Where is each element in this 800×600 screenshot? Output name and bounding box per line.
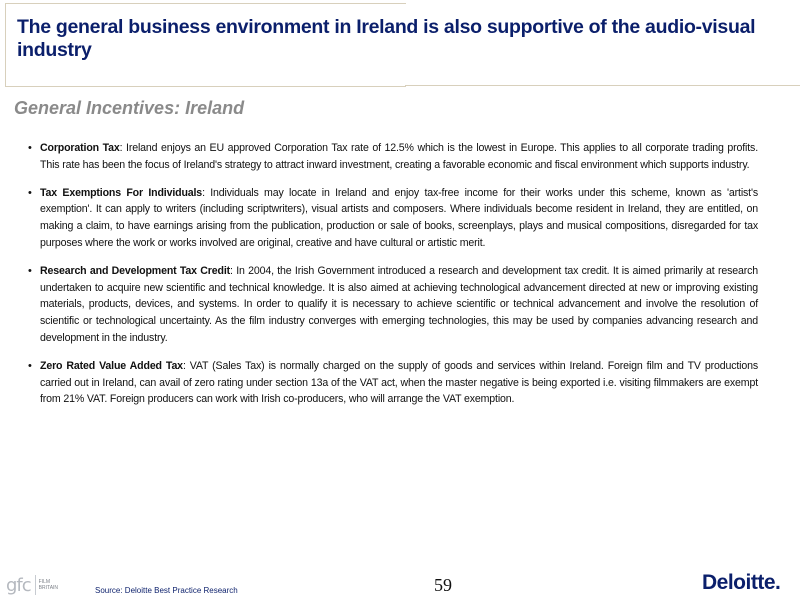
page-title: The general business environment in Ireland is also supportive of the audio-visual industry <box>17 16 756 61</box>
list-item <box>28 263 758 347</box>
deloitte-logo-dot: . <box>775 571 781 594</box>
bullet-term: Tax Exemptions For Individuals <box>40 186 203 199</box>
source-note: Source: Deloitte Best Practice Research <box>95 586 238 595</box>
bullet-icon: • <box>28 186 32 199</box>
bullet-term: Corporation Tax <box>40 142 120 154</box>
bullet-icon: • <box>28 359 32 372</box>
bullet-icon: • <box>28 264 32 277</box>
deloitte-logo <box>702 571 780 595</box>
list-item <box>28 140 758 174</box>
gfc-logo <box>6 574 58 596</box>
bullet-term: Zero Rated Value Added Tax <box>40 359 183 372</box>
bullet-text: : In 2004, the Irish Government introduced a research and development tax credit. It is aimed primarily at research undertaken to acquire new scientific and technical knowledge. It is also aimed at achieving technological advancement directed at new or improving existing materials, products, devices, and systems. In order to qualify it is necessary to achieve scientific or technical advancement and involve the resolution of scientific or technological uncertainty. As the film industry converges with emerging technologies, this may be used by companies advancing research and development in the industry. <box>40 264 758 344</box>
logo-divider <box>35 575 36 595</box>
section-subtitle: General Incentives: Ireland <box>14 98 245 118</box>
bullet-icon: • <box>28 142 32 154</box>
gfc-logo-small-1: FILM <box>38 579 51 585</box>
title-divider <box>405 85 800 86</box>
page-number: 59 <box>434 575 452 595</box>
bullet-term: Research and Development Tax Credit <box>40 264 231 277</box>
incentives-list <box>28 140 758 419</box>
gfc-logo-side <box>39 579 58 591</box>
gfc-logo-text: gfc <box>6 574 31 596</box>
gfc-logo-small-2: BRITAIN <box>38 585 59 591</box>
list-item <box>28 185 758 252</box>
list-item <box>28 358 758 408</box>
bullet-text: : VAT (Sales Tax) is normally charged on the supply of goods and services within Ireland. Foreign film and TV productions carried out in Ireland, can avail of zero rating under section 13a of the VAT act, when the master negative is being exported i.e. visiting filmmakers are exempt from 21% VAT. Foreign producers can work with Irish co-producers, who will arrange the VAT exemption. <box>40 359 758 406</box>
bullet-text: : Ireland enjoys an EU approved Corporation Tax rate of 12.5% which is the lowest in Europe. This applies to all corporate trading profits. This rate has been the focus of Ireland's strategy to attract inward investment, creating a favorable economic and fiscal environment which supports industry. <box>40 142 758 171</box>
bullet-text: : Individuals may locate in Ireland and enjoy tax-free income for their works under this scheme, known as 'artist's exemption'. It can apply to writers (including scriptwriters), visual artists and composers. Where individuals become resident in Ireland, they are entitled, on making a claim, to have earnings arising from the publication, production or sale of books, screenplays, plays and musical compositions, disregarded for tax purposes where the work or works involved are original, creative and have cultural or artistic merit. <box>40 186 759 249</box>
deloitte-logo-text: Deloitte <box>702 571 776 594</box>
